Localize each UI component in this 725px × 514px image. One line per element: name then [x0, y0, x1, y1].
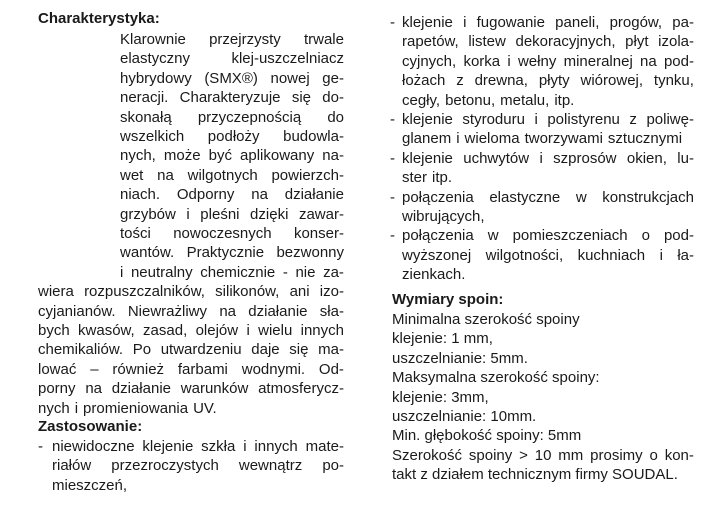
usage-line: klejenie uchwytów i szprosów okien, lu-	[402, 149, 694, 167]
dimensions-line: Szerokość spoiny > 10 mm prosimy o kon-	[392, 446, 694, 464]
characteristics-line: nych i promieniowania UV.	[38, 399, 217, 417]
usage-line: zienkach.	[402, 266, 466, 284]
dimensions-line: Min. głębokość spoiny: 5mm	[392, 427, 582, 445]
characteristics-line: tości nowoczesnych konser-	[120, 225, 344, 242]
usage-line: niewidoczne klejenie szkła i innych mate-	[52, 438, 344, 455]
characteristics-line: cyjanianów. Niewrażliwy na działanie sła-	[38, 302, 344, 320]
characteristics-line: grzybów i pleśni dzięki zawar-	[120, 205, 344, 223]
characteristics-line: neracji. Charakteryzuje się do-	[120, 89, 344, 107]
characteristics-line: i neutralny chemicznie - nie za-	[120, 263, 344, 281]
usage-line: riałów przezroczystych wewnątrz po-	[52, 457, 344, 475]
characteristics-line: wszelkich podłoży budowla-	[120, 128, 344, 145]
dimensions-line: uszczelnianie: 10mm.	[392, 408, 537, 425]
usage-line: glanem i wieloma tworzywami sztucznymi	[402, 130, 683, 148]
bullet-dash: -	[390, 227, 395, 245]
dimensions-line: klejenie: 1 mm,	[392, 330, 493, 348]
usage-line: wibrujących,	[402, 208, 485, 225]
characteristics-line: niach. Odporny na działanie	[120, 186, 344, 204]
characteristics-line: elastyczny klej-uszczelniacz	[120, 50, 344, 68]
characteristics-line: wet na wilgotnych powierzch-	[120, 166, 344, 184]
usage-line: rapetów, listew dekoracyjnych, płyt izola-	[402, 33, 694, 51]
dimensions-line: Maksymalna szerokość spoiny:	[392, 369, 600, 387]
bullet-dash: -	[38, 438, 43, 455]
characteristics-heading: Charakterystyka:	[38, 10, 160, 27]
dimensions-line: klejenie: 3mm,	[392, 388, 489, 406]
characteristics-line: lować – również farbami wodnymi. Od-	[38, 360, 344, 378]
characteristics-line: porny na działanie warunków atmosferycz-	[38, 380, 344, 398]
dimensions-line: takt z działem technicznym firmy SOUDAL.	[392, 466, 678, 484]
dimensions-line: uszczelnianie: 5mm.	[392, 349, 528, 367]
usage-line: klejenie i fugowanie paneli, progów, pa-	[402, 14, 694, 31]
characteristics-line: wiera rozpuszczalników, silikonów, ani izo-	[38, 283, 344, 301]
characteristics-line: Klarownie przejrzysty trwale	[120, 31, 344, 48]
usage-line: cegły, betonu, metalu, itp.	[402, 91, 575, 109]
bullet-dash: -	[390, 188, 395, 206]
usage-line: połączenia elastyczne w konstrukcjach	[402, 188, 694, 206]
characteristics-line: wantów. Praktycznie bezwonny	[120, 244, 344, 262]
usage-line: mieszczeń,	[52, 476, 128, 494]
usage-heading: Zastosowanie:	[38, 418, 143, 435]
bullet-dash: -	[390, 149, 395, 167]
usage-line: ster itp.	[402, 169, 453, 187]
bullet-dash: -	[390, 111, 395, 128]
characteristics-line: hybrydowy (SMX®) nowej ge-	[120, 69, 344, 87]
characteristics-line: skonałą przyczepnością do	[120, 108, 344, 126]
characteristics-line: nych, może być aplikowany na-	[120, 147, 344, 165]
characteristics-line: chemikaliów. Po utwardzeniu daje się ma-	[38, 341, 344, 359]
usage-line: łożach z drewna, płyty wiórowej, tynku,	[402, 72, 694, 90]
usage-line: połączenia w pomieszczeniach o pod-	[402, 227, 694, 245]
usage-line: wyższonej wilgotności, kuchniach i ła-	[402, 246, 694, 264]
usage-line: cyjnych, korka i wełny mineralnej na pod-	[402, 52, 694, 70]
bullet-dash: -	[390, 14, 395, 31]
dimensions-line: Minimalna szerokość spoiny	[392, 311, 580, 328]
characteristics-line: bych kwasów, zasad, olejów i wielu innych	[38, 322, 344, 339]
dimensions-heading: Wymiary spoin:	[392, 291, 504, 308]
usage-line: klejenie styroduru i polistyrenu z poliwę-	[402, 111, 694, 128]
